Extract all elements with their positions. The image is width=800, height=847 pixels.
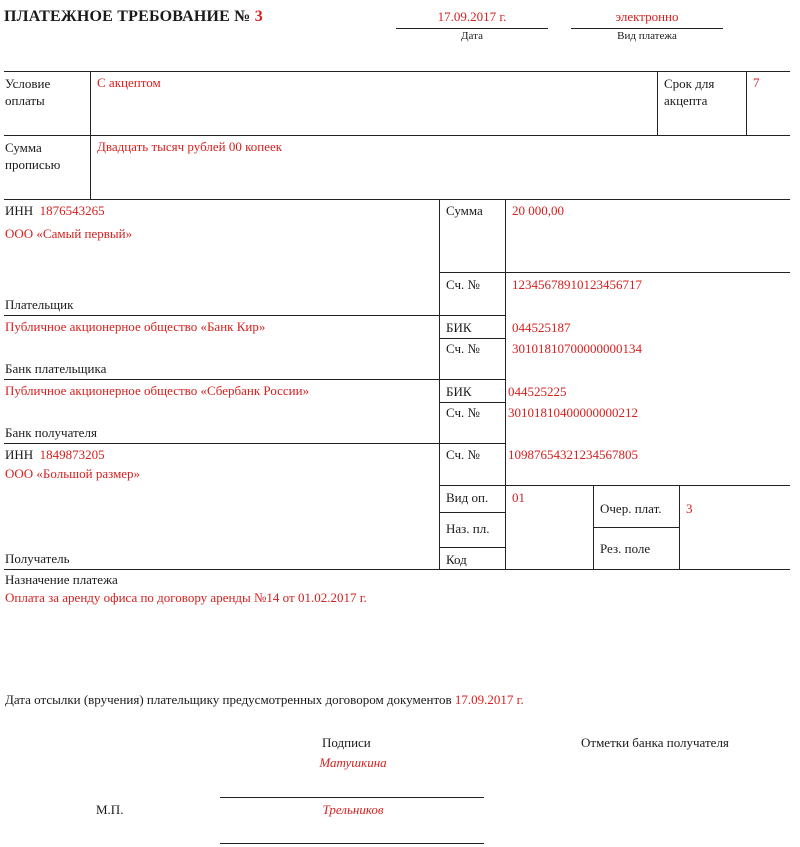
signature-first: Матушкина	[319, 755, 387, 770]
main-divider-2	[505, 199, 506, 569]
purpose-code-label: Наз. пл.	[446, 521, 490, 536]
terms-top-line	[4, 71, 790, 72]
sum-label: Сумма	[446, 203, 483, 218]
priority-label: Очер. плат.	[600, 501, 662, 516]
document-title	[4, 8, 263, 26]
payer-bik-line	[439, 338, 505, 339]
amount-words-value: Двадцать тысяч рублей 00 копеек	[97, 139, 283, 154]
payer-bank-bottom-line	[4, 379, 505, 380]
terms-divider-2	[746, 71, 747, 135]
dispatch-text: Дата отсылки (вручения) плательщику предусмотренных договором документов	[5, 692, 452, 707]
payer-bank-name: Публичное акционерное общество «Банк Кир»	[5, 319, 266, 334]
payer-inn-label: ИНН	[5, 203, 34, 218]
document-number: 3	[254, 8, 263, 25]
main-bottom-line	[4, 569, 790, 570]
codes-top-line	[439, 485, 790, 486]
op-type-line	[439, 512, 505, 513]
payment-type-caption: Вид платежа	[617, 30, 677, 42]
purpose-code-line	[439, 547, 505, 548]
amount-words-top-line	[4, 135, 790, 136]
recipient-caption: Получатель	[5, 551, 70, 566]
recipient-corr-label: Сч. №	[446, 405, 480, 420]
dispatch-date: 17.09.2017 г.	[454, 692, 524, 707]
op-type-value: 01	[512, 490, 525, 505]
terms-divider-1	[657, 71, 658, 135]
purpose-value: Оплата за аренду офиса по договору аренды №14 от 01.02.2017 г.	[5, 590, 367, 605]
payer-corr-label: Сч. №	[446, 341, 480, 356]
payer-corr-value: 30101810700000000134	[512, 341, 642, 356]
recipient-bank-caption: Банк получателя	[5, 425, 97, 440]
recipient-bik-label: БИК	[446, 384, 472, 399]
purpose-label: Назначение платежа	[5, 572, 118, 587]
payment-type: электронно	[615, 9, 679, 24]
recipient-corr-value: 30101810400000000212	[508, 405, 638, 420]
recipient-bik-value: 044525225	[508, 384, 567, 399]
payer-bank-caption: Банк плательщика	[5, 361, 107, 376]
payer-inn	[5, 203, 105, 219]
signature-second: Трельников	[322, 802, 384, 817]
recipient-inn-value: 1849873205	[39, 447, 105, 462]
title-text: ПЛАТЕЖНОЕ ТРЕБОВАНИЕ №	[4, 8, 251, 25]
payer-inn-value: 1876543265	[39, 203, 105, 218]
condition-value: С акцептом	[97, 75, 161, 90]
condition-label: Условие оплаты	[5, 76, 51, 108]
signature-line-second	[220, 843, 484, 844]
payment-type-underline	[571, 28, 723, 29]
codes-divider-2	[679, 485, 680, 569]
payer-bik-value: 044525187	[512, 320, 571, 335]
signatures-label: Подписи	[322, 735, 371, 750]
payer-account-label: Сч. №	[446, 277, 480, 292]
recipient-bik-line	[439, 402, 505, 403]
recipient-inn-label: ИНН	[5, 447, 34, 462]
op-type-label: Вид оп.	[446, 490, 489, 505]
reserve-label: Рез. поле	[600, 541, 651, 556]
recipient-account-label: Сч. №	[446, 447, 480, 462]
recipient-bank-name: Публичное акционерное общество «Сбербанк России»	[5, 383, 310, 398]
payer-account-value: 12345678910123456717	[512, 277, 642, 292]
accept-term-value: 7	[753, 75, 760, 90]
main-top-line	[4, 199, 790, 200]
recipient-bank-bottom-line	[4, 443, 505, 444]
date-caption: Дата	[461, 30, 483, 42]
priority-value: 3	[686, 501, 693, 516]
recipient-inn	[5, 447, 105, 463]
accept-term-label: Срок для акцепта	[664, 76, 715, 108]
document-date: 17.09.2017 г.	[437, 9, 507, 24]
amount-words-label: Сумма прописью	[5, 140, 61, 172]
code-label: Код	[446, 552, 467, 567]
signature-line-first	[220, 797, 484, 798]
recipient-account-value: 10987654321234567805	[508, 447, 638, 462]
payer-caption: Плательщик	[5, 297, 74, 312]
priority-line	[593, 527, 679, 528]
date-underline	[396, 28, 548, 29]
payer-bottom-line	[4, 315, 505, 316]
main-divider-1	[439, 199, 440, 569]
payer-name: ООО «Самый первый»	[5, 226, 133, 241]
payer-bik-label: БИК	[446, 320, 472, 335]
account-row-line	[439, 272, 790, 273]
recipient-name: ООО «Большой размер»	[5, 466, 141, 481]
sum-value: 20 000,00	[512, 203, 564, 218]
stamp-label: М.П.	[96, 802, 124, 817]
dispatch-line	[5, 692, 524, 708]
bank-marks-label: Отметки банка получателя	[581, 735, 729, 750]
